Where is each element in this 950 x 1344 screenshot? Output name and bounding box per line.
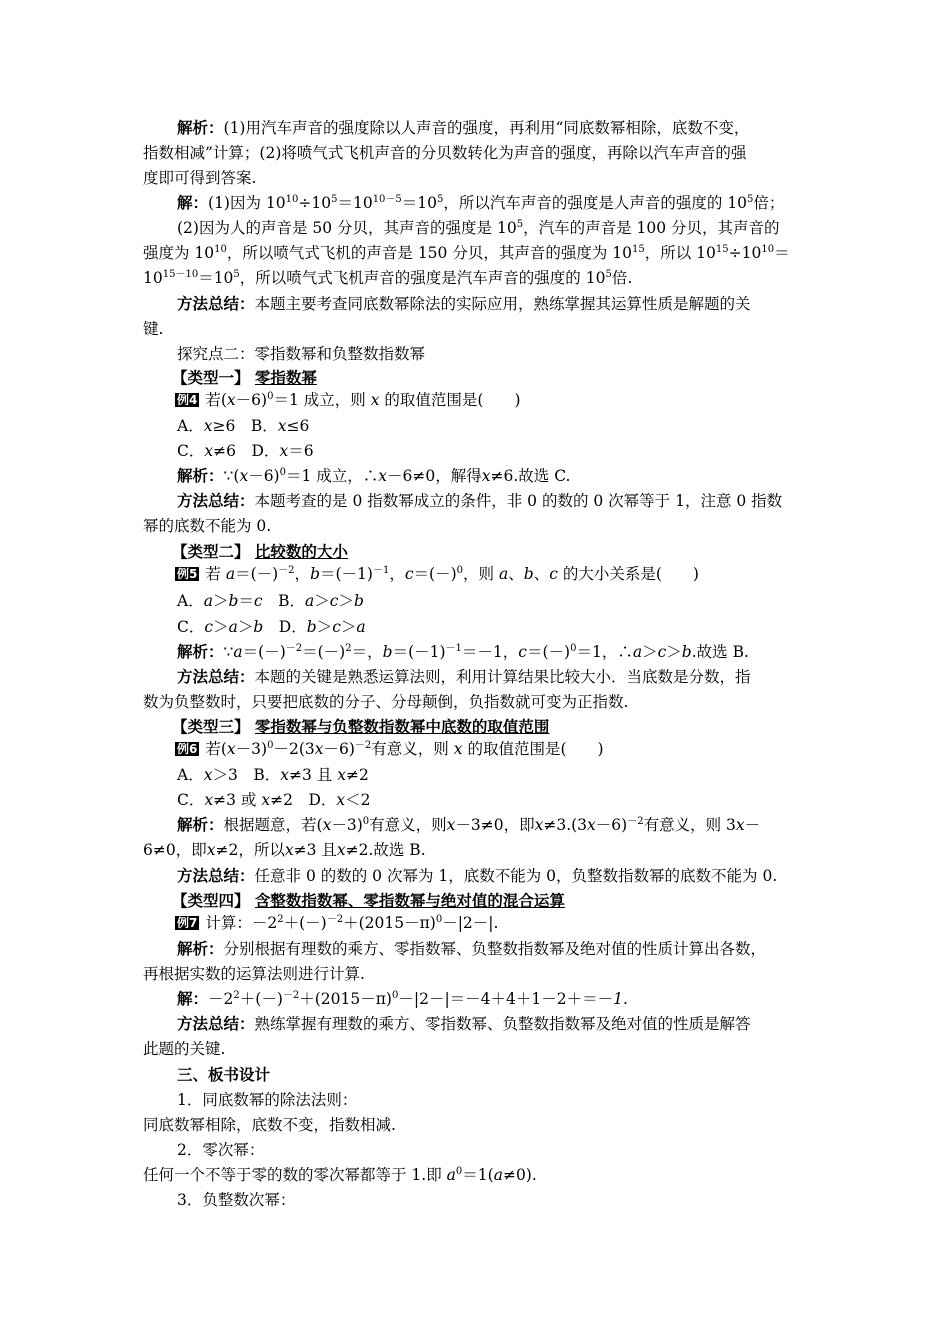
board-item: 3．负整数次幂： (177, 1191, 296, 1209)
example-badge: 例6 (177, 742, 198, 756)
analysis-line: 解析：$\because(x-6)^0=1$ 成立，∴x－6≠0，解得x≠6.故选 C. (177, 466, 571, 485)
analysis-line: 再根据实数的运算法则进行计算. (143, 965, 365, 983)
example-question: 例4 若$(x-6)^0=1$ 成立，则 x 的取值范围是( ) (177, 391, 521, 409)
options-line: C．c＞a＞b D．b＞c＞a (177, 618, 366, 636)
section-title: 探究点二：零指数幂和负整数指数幂 (177, 345, 426, 363)
analysis-line: 解析：(1)用汽车声音的强度除以人声音的强度，再利用“同底数幂相除，底数不变， (177, 118, 750, 137)
board-item: 2．零次幂： (177, 1141, 265, 1159)
board-rule: 同底数幂相除，底数不变，指数相减. (143, 1116, 396, 1134)
summary-line: 方法总结：本题的关键是熟悉运算法则，利用计算结果比较大小．当底数是分数，指 (177, 667, 751, 686)
solution-line: (2)因为人的声音是 50 分贝，其声音的强度是 $10^5$，汽车的声音是 100 分贝，其声音的 (177, 219, 780, 237)
analysis-line: 解析：根据题意，若$(x-3)^0$有意义，则x－3≠0，即$x\ne 3.(3x-6)^{-2}$有意义，则 3x－ (177, 815, 761, 834)
analysis-line: 解析：$\because a=(-)^{-2}=(-)^2=$，$b=(-1)^{-1}=-1$，$c=(-)^0=1$，∴a＞c＞b.故选 B. (177, 642, 749, 661)
analysis-line: 6≠0，即x≠2，所以x≠3 且x≠2.故选 B. (143, 841, 426, 859)
analysis-line: 度即可得到答案. (143, 169, 257, 187)
options-line: C．x≠3 或 x≠2 D．x＜2 (177, 791, 371, 809)
solution-line: 解：(1)因为 $10^{10}\div 10^5=10^{10-5}=10^5$，所以汽车声音的强度是人声音的强度的 $10^5$倍； (177, 193, 785, 212)
options-line: A．x＞3 B．x≠3 且 x≠2 (177, 766, 369, 784)
summary-line: 方法总结：熟练掌握有理数的乘方、零指数幂、负整数指数幂及绝对值的性质是解答 (177, 1014, 751, 1033)
solution-line: $10^{15-10}=10^5$，所以喷气式飞机声音的强度是汽车声音的强度的 $10^5$倍. (143, 269, 633, 287)
example-badge: 例4 (177, 393, 198, 407)
example-question: 例6 若$(x-3)^0-2(3x-6)^{-2}$有意义，则 x 的取值范围是( ) (177, 740, 604, 758)
summary-line: 数为负整数时，只要把底数的分子、分母颠倒，负指数就可变为正指数. (143, 693, 629, 711)
board-title: 三、板书设计 (177, 1065, 271, 1084)
example-question: 例7 计算：$-2^2+(-)^{-2}+(2015-\pi)^0-|2-|$. (177, 914, 499, 932)
summary-line: 方法总结：任意非 0 的数的 0 次幂为 1，底数不能为 0，负整数指数幂的底数不能为 0. (177, 866, 778, 885)
summary-line: 幂的底数不能为 0. (143, 517, 272, 535)
analysis-line: 解析：分别根据有理数的乘方、零指数幂、负整数指数幂及绝对值的性质计算出各数， (177, 939, 767, 958)
type-heading: 【类型四】 含整数指数幂、零指数幂与绝对值的混合运算 (172, 891, 565, 910)
board-rule: 任何一个不等于零的数的零次幂都等于 1.即 $a^0=1(a\ne 0)$. (143, 1166, 537, 1184)
summary-line: 键. (143, 320, 164, 338)
solution-line: 强度为 $10^{10}$，所以喷气式飞机的声音是 150 分贝，其声音的强度为 $10^{15}$，所以 $10^{15}\div 10^{10}=$ (143, 244, 790, 262)
solution-line: 解：$-2^2+(-)^{-2}+(2015-\pi)^0-|2-|=-4+4+1-2+=-1$. (177, 989, 628, 1008)
type-heading: 【类型一】 零指数幂 (172, 368, 317, 387)
type-heading: 【类型三】 零指数幂与负整数指数幂中底数的取值范围 (172, 717, 550, 736)
summary-line: 方法总结：本题考查的是 0 指数幂成立的条件，非 0 的数的 0 次幂等于 1，注意 0 指数 (177, 491, 783, 510)
board-item: 1．同底数幂的除法法则： (177, 1091, 358, 1109)
options-line: A．x≥6 B．x≤6 (177, 417, 310, 435)
summary-line: 方法总结：本题主要考查同底数幂除法的实际应用，熟练掌握其运算性质是解题的关 (177, 294, 751, 313)
example-badge: 例5 (177, 567, 198, 581)
example-badge: 例7 (177, 916, 198, 930)
analysis-line: 指数相减”计算；(2)将喷气式飞机声音的分贝数转化为声音的强度，再除以汽车声音的强 (143, 144, 747, 162)
type-heading: 【类型二】 比较数的大小 (172, 542, 348, 561)
options-line: A．a＞b＝c B．a＞c＞b (177, 592, 364, 610)
example-question: 例5 若 $a=(-)^{-2}$，$b=(-1)^{-1}$，$c=(-)^0$，则 a、b、c 的大小关系是( ) (177, 565, 699, 583)
options-line: C．x≠6 D．x＝6 (177, 442, 314, 460)
summary-line: 此题的关键. (143, 1040, 226, 1058)
